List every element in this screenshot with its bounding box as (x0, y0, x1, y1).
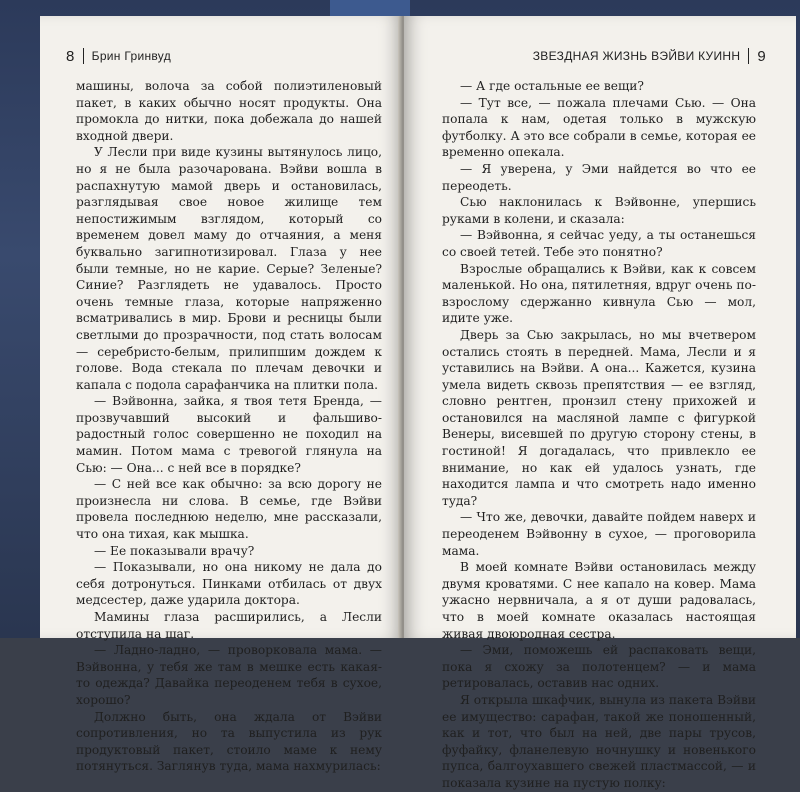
paragraph: — Тут все, — пожала плечами Сью. — Она попала к нам, одетая только в мужскую футболку. А это все собрали в семье, которая ее временно опекала. (442, 95, 756, 160)
paragraph: Мамины глаза расширились, а Лесли отступила на шаг. (76, 610, 382, 641)
paragraph: — Что же, девочки, давайте пойдем наверх и переоденем Вэйвонну в сухое, — проговорила мама. (442, 510, 756, 558)
paragraph: — Вэйвонна, я сейчас уеду, а ты останешься со своей тетей. Тебе это понятно? (442, 228, 756, 259)
paragraph: машины, волоча за собой полиэтиленовый пакет, в каких обычно носят продукты. Она промокла до нитки, пока добежала до нашей входной двери. (76, 79, 382, 143)
paragraph: Взрослые обращались к Вэйви, как к совсем маленькой. Но она, пятилетняя, вдруг очень по-взрослому сдержанно кивнула Сью — мол, идите уже. (442, 261, 756, 326)
paragraph: Я открыла шкафчик, вынула из пакета Вэйви ее имущество: сарафан, такой же поношенный, как и тот, что был на ней, две пары трусов, фуфайку, фланелевую ночнушку и новенького пупса, балгоухавшего свежей пластмассой, — и показала кузине на пустую полку: (442, 692, 756, 790)
paragraph: — Ее показывали врачу? (94, 543, 255, 558)
right-head-divider (748, 48, 749, 64)
paragraph: — Показывали, но она никому не дала до себя дотронуться. Пинками отбилась от двух медсестер, даже ударила доктора. (76, 560, 382, 608)
paragraph: — Вэйвонна, зайка, я твоя тетя Бренда, — прозвучавший высокий и фальшиво-радостный голос совершенно не походил на мамин. Потом мама с тревогой глянула на Сью: — Она... с ней все в порядке? (76, 394, 382, 475)
right-body-text (442, 78, 756, 792)
paragraph: — С ней все как обычно: за всю дорогу не произнесла ни слова. В семье, где Вэйви провела последнюю неделю, мне рассказали, что она тихая, как мышка. (76, 477, 382, 542)
paragraph: Дверь за Сью закрылась, но мы вчетвером остались стоять в передней. Мама, Лесли и я уставились на Вэйви. А она... Кажется, кузина умела видеть сквозь препятствия — ее взгляд, словно рентген, пронзил стену прихожей и остановился на масляной лампе с фигуркой Венеры, висевшей по другую сторону стены, в гостиной! Я догадалась, что привлекло ее внимание, но как ей удалось узнать, где находится лампа и что смотреть надо именно туда? (442, 327, 756, 508)
right-running-head-title: ЗВЕЗДНАЯ ЖИЗНЬ ВЭЙВИ КУИНН (532, 49, 741, 63)
paragraph: У Лесли при виде кузины вытянулось лицо, но я не была разочарована. Вэйви вошла в распахнутую мамой дверь и остановилась, разглядывая свое новое жилище тем непостижимым взглядом, который со временем довел маму до отчаяния, а меня буквально загипнотизировал. Глаза у нее были темные, но не карие. Серые? Зеленые? Синие? Разглядеть не удавалось. Просто очень темные глаза, которые напряженно всматривались в мир. Брови и ресницы были светлыми до прозрачности, под стать волосам — серебристо-белым, прилипшим дождем к голове. Вода стекала по плечам девочки и капала с подола сарафанчика на плитки пола. (76, 145, 382, 392)
left-page-number: 8 (66, 47, 75, 65)
paragraph: — Ладно-ладно, — проворковала мама. — Вэйвонна, у тебя же там в мешке есть какая-то одежда? Давайка переоденем тебя в сухое, хорошо? (76, 643, 382, 707)
left-running-head (66, 46, 171, 66)
left-page (40, 16, 402, 774)
paragraph: — Я уверена, у Эми найдется во что ее переодеть. (442, 161, 756, 193)
left-body-text (76, 78, 382, 775)
paragraph: Должно быть, она ждала от Вэйви сопротивления, но та выпустила из рук продуктовый пакет, стоило маме к нему потянуться. Заглянув туда, мама нахмурилась: (76, 709, 382, 774)
paragraph: — Эми, поможешь ей распаковать вещи, пока я схожу за полотенцем? — и мама ретировалась, оставив нас одних. (442, 643, 756, 691)
paragraph: — А где остальные ее вещи? (460, 79, 644, 93)
right-page (404, 16, 796, 790)
paragraph: Сью наклонилась к Вэйвонне, упершись руками в колени, и сказала: (442, 195, 756, 226)
right-page-number: 9 (757, 47, 766, 65)
left-running-head-title: Брин Гринвуд (91, 49, 172, 63)
left-head-divider (83, 48, 84, 64)
paragraph: В моей комнате Вэйви остановилась между двумя кроватями. С нее капало на ковер. Мама ужасно нервничала, а я от души радовалась, что в моей комнате оказалась настоящая живая двоюродная сестра. (442, 560, 756, 641)
right-running-head (533, 46, 766, 66)
